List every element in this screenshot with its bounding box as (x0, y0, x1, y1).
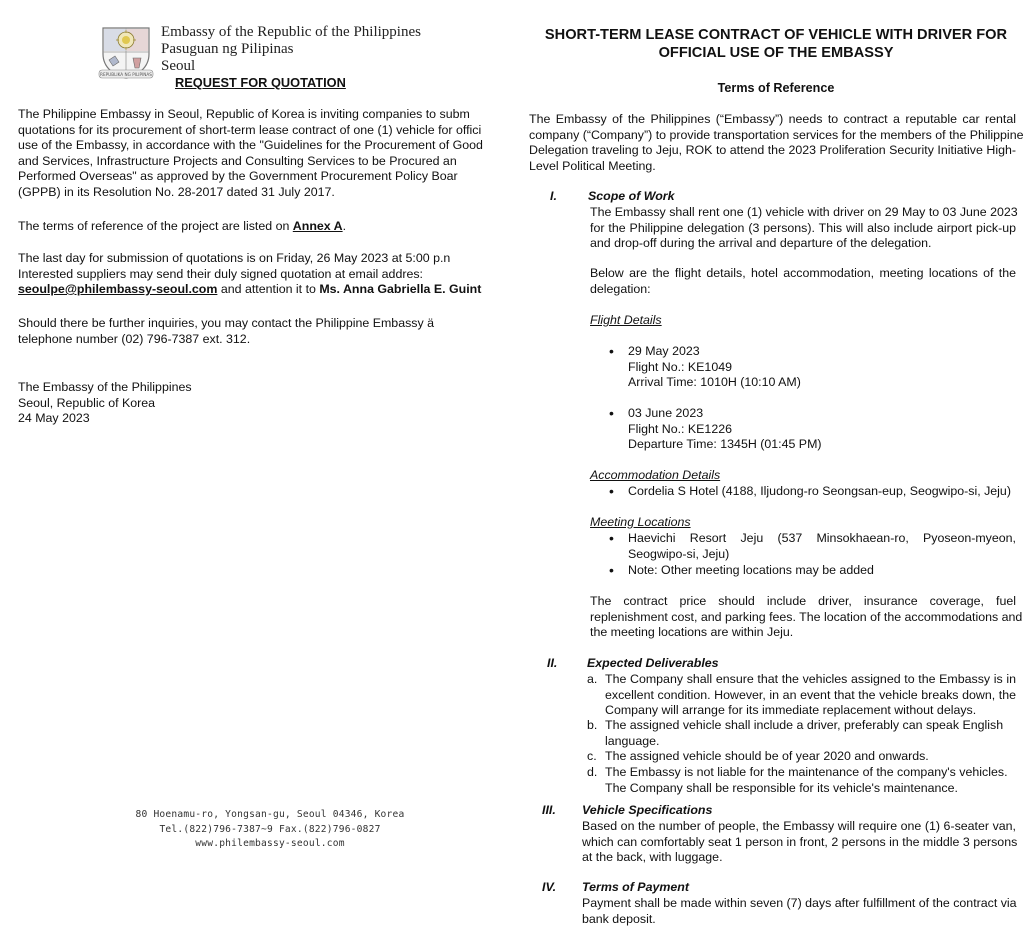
payment-paragraph (582, 896, 1016, 927)
deliverable-label: a. (587, 672, 598, 686)
signature-line: Seoul, Republic of Korea (18, 395, 156, 410)
document-subtitle: Terms of Reference (717, 81, 835, 95)
text-line: for the Philippine delegation (3 persons). This will also include airport pick-up (590, 220, 1016, 235)
bullet-icon: • (609, 562, 614, 578)
text-line (18, 219, 497, 235)
signature-block (18, 380, 497, 427)
text-line: bank deposit. (582, 911, 656, 926)
section-number: III. (542, 803, 556, 817)
letterhead-line1: Embassy of the Republic of the Philippines (161, 24, 421, 40)
text-line: The Embassy of the Philippines (“Embassy”) needs to contract a reputable car rental (529, 112, 1016, 126)
text-line: Below are the flight details, hotel accommodation, meeting locations of the (590, 266, 1016, 280)
annex-a-link[interactable]: Annex A (292, 219, 343, 233)
signature-line: 24 May 2023 (18, 411, 90, 425)
section-number: IV. (542, 880, 557, 894)
letterhead-line3: Seoul (161, 58, 196, 74)
text-line: The contract price should include driver, insurance coverage, fuel (590, 594, 1016, 608)
terms-suffix: . (342, 219, 347, 233)
text-line: 03 June 2023 (628, 406, 704, 420)
page-title: REQUEST FOR QUOTATION (175, 75, 346, 90)
title-line: SHORT-TERM LEASE CONTRACT OF VEHICLE WITH DRIVER FOR (544, 27, 1008, 43)
email-link[interactable]: seoulpe@philembassy-seoul.com (18, 282, 218, 296)
footer-line: 80 Hoenamu-ro, Yongsan-gu, Seoul 04346, Korea (135, 809, 405, 820)
deliverable-item (605, 672, 1016, 719)
text-line: The Company shall be responsible for its vehicle's maintenance. (605, 780, 958, 795)
deliverable-item (605, 765, 1016, 796)
text-line: Interested suppliers may send their duly signed quotation at email addres: (18, 266, 423, 281)
text-line: The Philippine Embassy in Seoul, Republic of Korea is inviting companies to subm (18, 107, 470, 121)
text-line: Departure Time: 1345H (01:45 PM) (628, 437, 822, 451)
deliverable-label: b. (587, 718, 598, 732)
text-line: company (“Company”) to provide transportation services for the members of the Philippine (529, 127, 1024, 142)
contact-name: Ms. Anna Gabriella E. Guint (319, 282, 482, 296)
paragraph-invitation (18, 107, 497, 200)
contract-price-paragraph (590, 594, 1023, 641)
text-line: Seogwipo-si, Jeju) (628, 546, 730, 561)
text-line: Flight No.: KE1226 (628, 421, 733, 436)
text-line: Company will arrange for its immediate replacement without delays. (605, 703, 977, 717)
text-line: at the back, with luggage. (582, 850, 723, 864)
bullet-icon: • (609, 405, 614, 421)
text-line: Performed Overseas" as approved by the Government Procurement Policy Boar (18, 169, 458, 183)
text-line: 29 May 2023 (628, 344, 700, 358)
footer-line: Tel.(822)796-7387~9 Fax.(822)796-0827 (159, 823, 381, 835)
deliverable-item (605, 718, 1016, 749)
text-line: Flight No.: KE1049 (628, 359, 733, 374)
text-line: use of the Embassy, in accordance with the "Guidelines for the Procurement of Good (18, 138, 483, 152)
section-number: I. (550, 189, 557, 203)
text-line: Arrival Time: 1010H (10:10 AM) (628, 375, 801, 389)
text-line: Delegation traveling to Jeju, ROK to attend the 2023 Proliferation Security Initiative High- (529, 143, 1016, 157)
text-line: The Company shall ensure that the vehicles assigned to the Embassy is in (605, 672, 1016, 686)
text-line: telephone number (02) 796-7387 ext. 312. (18, 331, 251, 346)
accommodation-item: Cordelia S Hotel (4188, Iljudong-ro Seongsan-eup, Seogwipo-si, Jeju) (628, 484, 1011, 498)
section-number: II. (547, 656, 558, 670)
bullet-icon: • (609, 343, 614, 359)
text-line: The Embassy is not liable for the maintenance of the company's vehicles. (605, 765, 1008, 779)
svg-text:REPUBLIKA NG PILIPINAS: REPUBLIKA NG PILIPINAS (100, 72, 152, 77)
text-line: replenishment cost, and parking fees. The location of the accommodations and (590, 609, 1023, 624)
philippine-seal-icon (97, 24, 155, 80)
meeting-location-item (628, 531, 1016, 562)
deliverable-label: c. (587, 749, 597, 763)
paragraph-inquiries (18, 316, 497, 347)
vehicle-specs-paragraph (582, 819, 1016, 866)
text-line: and Services, Infrastructure Projects and Consulting Services to be Procured an (18, 153, 457, 168)
text-line: and drop-off during the arrival and departure of the delegation. (590, 236, 932, 250)
deliverable-label: d. (587, 765, 598, 779)
attention-text: and attention it to (217, 282, 320, 296)
paragraph-submission (18, 251, 497, 298)
intro-paragraph (529, 112, 1024, 174)
text-line: Level Political Meeting. (529, 158, 656, 173)
text-line: quotations for its procurement of short-term lease contract of one (1) vehicle for offici (18, 122, 482, 137)
text-line: delegation: (590, 281, 651, 296)
meeting-note: Note: Other meeting locations may be added (628, 563, 874, 577)
footer-address (120, 808, 420, 852)
section-heading: Vehicle Specifications (582, 803, 713, 817)
letterhead (161, 24, 421, 75)
rfq-page (0, 0, 497, 935)
text-line: The Embassy shall rent one (1) vehicle with driver on 29 May to 03 June 2023 (590, 205, 1018, 219)
bullet-icon: • (609, 530, 614, 546)
details-intro (590, 266, 1016, 297)
flight-arrival (628, 344, 801, 391)
section-heading: Expected Deliverables (587, 656, 719, 670)
deliverable-item: The assigned vehicle should be of year 2020 and onwards. (605, 749, 929, 763)
scope-paragraph (590, 205, 1016, 252)
section-heading: Scope of Work (588, 189, 675, 203)
text-line: excellent condition. However, in an event that the vehicle breaks down, the (605, 687, 1016, 702)
text-line: Based on the number of people, the Embassy will require one (1) 6-seater van, (582, 819, 1016, 833)
text-line (18, 282, 497, 298)
text-line: Haevichi Resort Jeju (537 Minsokhaean-ro, Pyoseon-myeon, (628, 531, 1016, 545)
section-heading: Terms of Payment (582, 880, 689, 894)
accommodation-heading: Accommodation Details (590, 468, 721, 482)
text-line: (GPPB) in its Resolution No. 28-2017 dated 31 July 2017. (18, 184, 335, 199)
footer-line: www.philembassy-seoul.com (195, 838, 345, 849)
paragraph-terms (18, 219, 497, 235)
text-line: language. (605, 733, 660, 748)
flight-details-heading: Flight Details (590, 313, 662, 327)
flight-departure (628, 406, 822, 453)
text-line: which can comfortably seat 1 person in front, 2 persons in the middle 3 persons (582, 834, 1018, 849)
document-title (517, 26, 1035, 62)
letterhead-line2: Pasuguan ng Pilipinas (161, 41, 294, 57)
bullet-icon: • (609, 483, 614, 499)
title-line: OFFICIAL USE OF THE EMBASSY (658, 45, 894, 61)
text-line: The assigned vehicle shall include a driver, preferably can speak English (605, 718, 1004, 732)
terms-text: The terms of reference of the project are listed on (18, 219, 293, 233)
text-line: Payment shall be made within seven (7) days after fulfillment of the contract via (582, 896, 1017, 910)
text-line: The last day for submission of quotations is on Friday, 26 May 2023 at 5:00 p.n (18, 251, 451, 265)
text-line: Should there be further inquiries, you may contact the Philippine Embassy ä (18, 316, 435, 330)
meeting-locations-heading: Meeting Locations (590, 515, 691, 529)
signature-line: The Embassy of the Philippines (18, 380, 192, 394)
text-line: the meeting locations are within Jeju. (590, 625, 794, 639)
terms-of-reference-page (517, 0, 1035, 935)
